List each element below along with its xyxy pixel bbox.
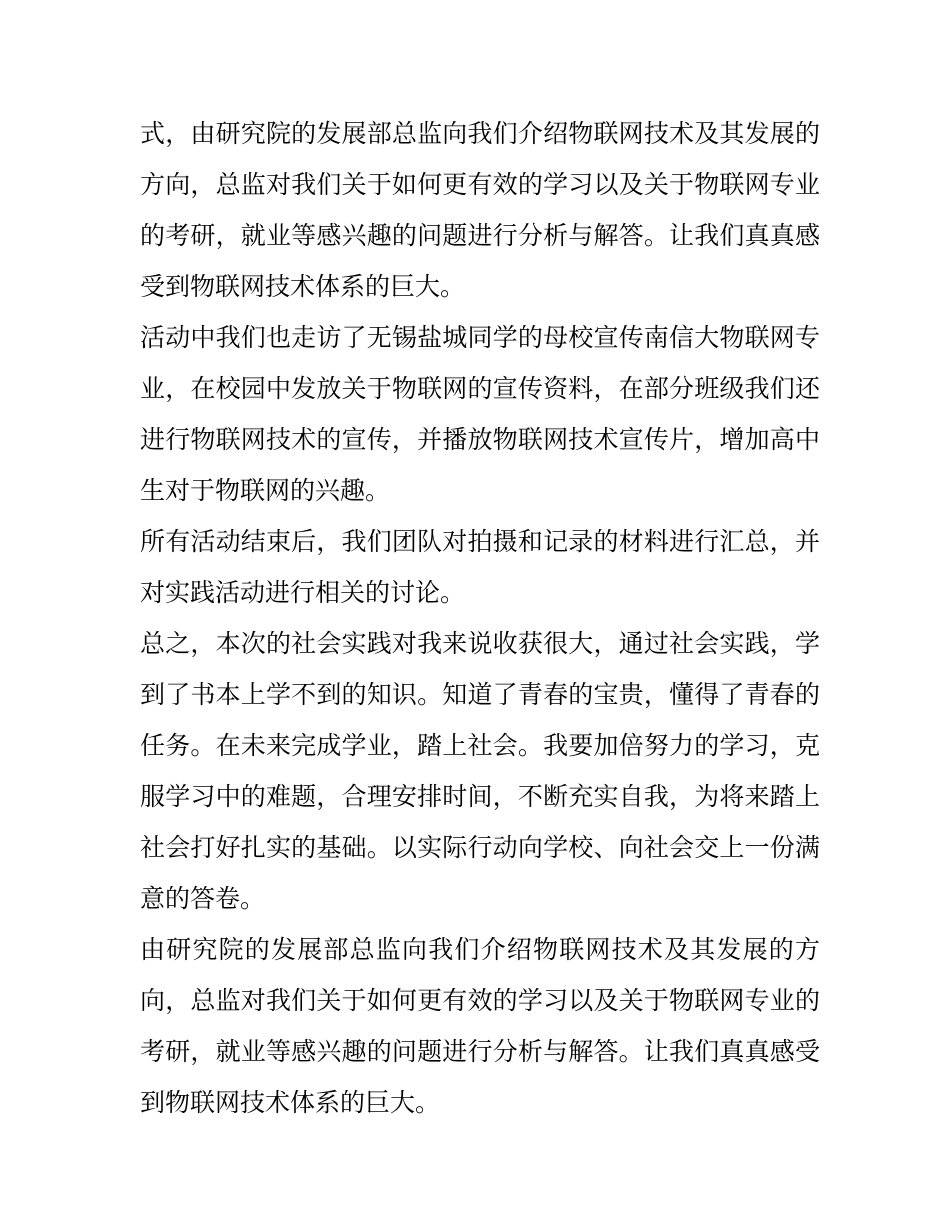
paragraph-line: 到物联网技术体系的巨大。 xyxy=(140,1088,441,1117)
paragraph-line: 由研究院的发展部总监向我们介绍物联网技术及其发展的方 xyxy=(140,935,820,964)
paragraph-line: 任务。在未来完成学业，踏上社会。我要加倍努力的学习，克 xyxy=(140,731,820,760)
paragraph-5 xyxy=(140,924,820,1128)
paragraph-line: 意的答卷。 xyxy=(140,884,266,913)
paragraph-line: 对实践活动进行相关的讨论。 xyxy=(140,578,466,607)
paragraph-line: 社会打好扎实的基础。以实际行动向学校、向社会交上一份满 xyxy=(140,833,820,862)
paragraph-line: 所有活动结束后，我们团队对拍摄和记录的材料进行汇总，并 xyxy=(140,527,820,556)
paragraph-1 xyxy=(140,108,820,312)
paragraph-4 xyxy=(140,618,820,924)
paragraph-line: 服学习中的难题，合理安排时间，不断充实自我，为将来踏上 xyxy=(140,782,820,811)
paragraph-2 xyxy=(140,312,820,516)
paragraph-line: 活动中我们也走访了无锡盐城同学的母校宣传南信大物联网专 xyxy=(140,323,820,352)
paragraph-line: 总之，本次的社会实践对我来说收获很大，通过社会实践，学 xyxy=(140,629,820,658)
paragraph-line: 式，由研究院的发展部总监向我们介绍物联网技术及其发展的 xyxy=(140,119,820,148)
paragraph-line: 进行物联网技术的宣传，并播放物联网技术宣传片，增加高中 xyxy=(140,425,820,454)
paragraph-line: 业，在校园中发放关于物联网的宣传资料，在部分班级我们还 xyxy=(140,374,820,403)
document-body xyxy=(140,108,820,1128)
paragraph-3 xyxy=(140,516,820,618)
paragraph-line: 生对于物联网的兴趣。 xyxy=(140,476,391,505)
paragraph-line: 受到物联网技术体系的巨大。 xyxy=(140,272,466,301)
paragraph-line: 考研，就业等感兴趣的问题进行分析与解答。让我们真真感受 xyxy=(140,1037,820,1066)
paragraph-line: 到了书本上学不到的知识。知道了青春的宝贵，懂得了青春的 xyxy=(140,680,820,709)
paragraph-line: 的考研，就业等感兴趣的问题进行分析与解答。让我们真真感 xyxy=(140,221,820,250)
paragraph-line: 方向，总监对我们关于如何更有效的学习以及关于物联网专业 xyxy=(140,170,820,199)
paragraph-line: 向，总监对我们关于如何更有效的学习以及关于物联网专业的 xyxy=(140,986,820,1015)
